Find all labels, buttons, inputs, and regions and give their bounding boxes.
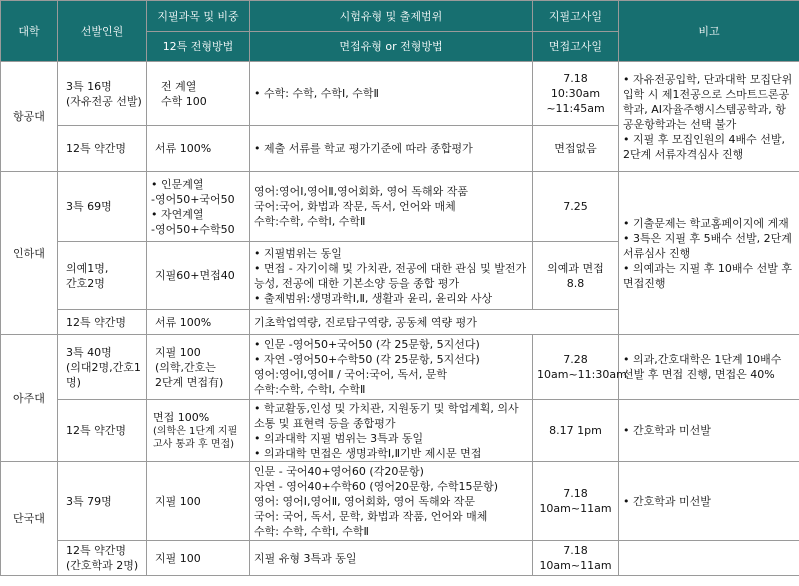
note-item: • 지필 후 모집인원의 4배수 선발, 2단계 서류자격심사 진행 bbox=[623, 132, 795, 162]
note-item: • 기출문제는 학교홈페이지에 게재 bbox=[623, 216, 795, 231]
range-item: • 지필범위는 동일 bbox=[254, 246, 528, 261]
university-name: 인하대 bbox=[1, 172, 58, 335]
university-name: 단국대 bbox=[1, 462, 58, 576]
subject-weight bbox=[147, 400, 250, 462]
exam-date: 7.18 10:30am ~11:45am bbox=[533, 62, 619, 126]
range-item: • 수학: 수학, 수학Ⅰ, 수학Ⅱ bbox=[254, 86, 528, 101]
range-item: • 제출 서류를 학교 평가기준에 따라 종합평가 bbox=[254, 141, 528, 156]
subject-weight: 지필 100 bbox=[147, 541, 250, 576]
header-exam-date: 지필고사일 bbox=[533, 1, 619, 32]
quota: 3특 40명 (의대2명,간호1명) bbox=[58, 335, 147, 400]
quota: 12특 약간명 bbox=[58, 126, 147, 172]
quota: 12특 약간명 (간호학과 2명) bbox=[58, 541, 147, 576]
note bbox=[619, 400, 799, 462]
quota: 3특 16명 (자유전공 선발) bbox=[58, 62, 147, 126]
range-line: 영어:영어Ⅰ,영어Ⅱ / 국어:국어, 독서, 문학 bbox=[254, 368, 448, 381]
quota: 3특 79명 bbox=[58, 462, 147, 541]
range-line: 인문 - 국어40+영어60 (각20문항) bbox=[254, 464, 424, 478]
exam-range: 기초학업역량, 진로탐구역량, 공동체 역량 평가 bbox=[250, 310, 619, 335]
exam-range bbox=[250, 62, 533, 126]
header-note: 비고 bbox=[619, 1, 799, 62]
header-quota: 선발인원 bbox=[58, 1, 147, 62]
quota: 의예1명, 간호2명 bbox=[58, 242, 147, 310]
note-item: • 3특은 지필 후 5배수 선발, 2단계 서류심사 진행 bbox=[623, 231, 795, 261]
note bbox=[619, 172, 799, 335]
subject-weight: 전 계열 수학 100 bbox=[147, 62, 250, 126]
subject-weight: 지필 100 bbox=[147, 462, 250, 541]
exam-range bbox=[250, 335, 533, 400]
subject-weight bbox=[147, 172, 250, 242]
note-item: • 의과,간호대학은 1단계 10배수 선발 후 면접 진행, 면접은 40% bbox=[623, 352, 795, 382]
quota: 12특 약간명 bbox=[58, 400, 147, 462]
range-item: • 학교활동,인성 및 가치관, 지원동기 및 학업계획, 의사소통 및 표현력 등을 종합평가 bbox=[254, 401, 528, 431]
range-line: 수학:수학, 수학Ⅰ, 수학Ⅱ bbox=[254, 383, 366, 396]
quota: 12특 약간명 bbox=[58, 310, 147, 335]
range-line: 자연 - 영어40+수학60 (영어20문항, 수학15문항) bbox=[254, 479, 499, 493]
note-item: • 간호학과 미선발 bbox=[623, 494, 795, 509]
subject-line: • 자연계열 bbox=[151, 207, 204, 221]
header-university: 대학 bbox=[1, 1, 58, 62]
university-name: 아주대 bbox=[1, 335, 58, 462]
header-exam-range: 시험유형 및 출제범위 bbox=[250, 1, 533, 32]
quota: 3특 69명 bbox=[58, 172, 147, 242]
exam-range bbox=[250, 242, 533, 310]
header-interview-date: 면접고사일 bbox=[533, 32, 619, 62]
exam-range bbox=[250, 126, 533, 172]
exam-date: 7.28 10am~11:30am bbox=[533, 335, 619, 400]
range-item: • 자연 -영어50+수학50 (각 25문항, 5지선다) bbox=[254, 352, 528, 367]
header-interview-type: 면접유형 or 전형방법 bbox=[250, 32, 533, 62]
exam-date: 면접없음 bbox=[533, 126, 619, 172]
exam-range bbox=[250, 172, 533, 242]
subject-sub: (의학은 1단계 지필고사 통과 후 면접) bbox=[153, 426, 238, 450]
exam-date: 7.25 bbox=[533, 172, 619, 242]
note-item: • 간호학과 미선발 bbox=[623, 423, 795, 438]
exam-range bbox=[250, 462, 533, 541]
subject-weight: 서류 100% bbox=[147, 126, 250, 172]
subject-weight: 지필 100 (의학,간호는 2단계 면접有) bbox=[147, 335, 250, 400]
note bbox=[619, 62, 799, 172]
range-item: • 면접 - 자기이해 및 가치관, 전공에 대한 관심 및 발전가능성, 전공에 대한 기본소양 등을 종합 평가 bbox=[254, 261, 528, 291]
exam-date: 8.17 1pm bbox=[533, 400, 619, 462]
range-line: 국어:국어, 화법과 작문, 독서, 언어와 매체 bbox=[254, 200, 456, 213]
range-line: 국어: 국어, 독서, 문학, 화법과 작품, 언어와 매체 bbox=[254, 509, 488, 523]
range-line: 영어: 영어Ⅰ,영어Ⅱ, 영어회화, 영어 독해와 작문 bbox=[254, 494, 475, 508]
exam-range: 지필 유형 3특과 동일 bbox=[250, 541, 533, 576]
range-item: • 출제범위:생명과학Ⅰ,Ⅱ, 생활과 윤리, 윤리와 사상 bbox=[254, 291, 528, 306]
subject-line: • 인문계열 bbox=[151, 177, 204, 191]
range-item: • 의과대학 지필 범위는 3특과 동일 bbox=[254, 431, 528, 446]
note-item: • 의예과는 지필 후 10배수 선발 후 면접진행 bbox=[623, 261, 795, 291]
university-name: 항공대 bbox=[1, 62, 58, 172]
exam-date: 7.18 10am~11am bbox=[533, 541, 619, 576]
exam-range bbox=[250, 400, 533, 462]
note bbox=[619, 541, 799, 576]
exam-date: 의예과 면접 8.8 bbox=[533, 242, 619, 310]
header-method: 12특 전형방법 bbox=[147, 32, 250, 62]
subject-weight: 서류 100% bbox=[147, 310, 250, 335]
note bbox=[619, 335, 799, 400]
header-subject: 지필과목 및 비중 bbox=[147, 1, 250, 32]
range-item: • 의과대학 면접은 생명과학Ⅰ,Ⅱ기반 제시문 면접 bbox=[254, 446, 528, 461]
subject-weight: 지필60+면접40 bbox=[147, 242, 250, 310]
subject-line: -영어50+국어50 bbox=[151, 192, 235, 206]
range-item: • 인문 -영어50+국어50 (각 25문항, 5지선다) bbox=[254, 337, 528, 352]
range-line: 영어:영어Ⅰ,영어Ⅱ,영어회화, 영어 독해와 작품 bbox=[254, 185, 468, 198]
range-line: 수학: 수학, 수학Ⅰ, 수학Ⅱ bbox=[254, 524, 369, 538]
subject-main: 면접 100% bbox=[153, 411, 210, 424]
note-item: • 자유전공입학, 단과대학 모집단위 입학 시 제1전공으로 스마트드론공학과, AI자율주행시스템공학과, 항공운항학과는 선택 불가 bbox=[623, 72, 795, 132]
note bbox=[619, 462, 799, 541]
exam-date: 7.18 10am~11am bbox=[533, 462, 619, 541]
range-line: 수학:수학, 수학Ⅰ, 수학Ⅱ bbox=[254, 215, 366, 228]
subject-line: -영어50+수학50 bbox=[151, 222, 235, 236]
